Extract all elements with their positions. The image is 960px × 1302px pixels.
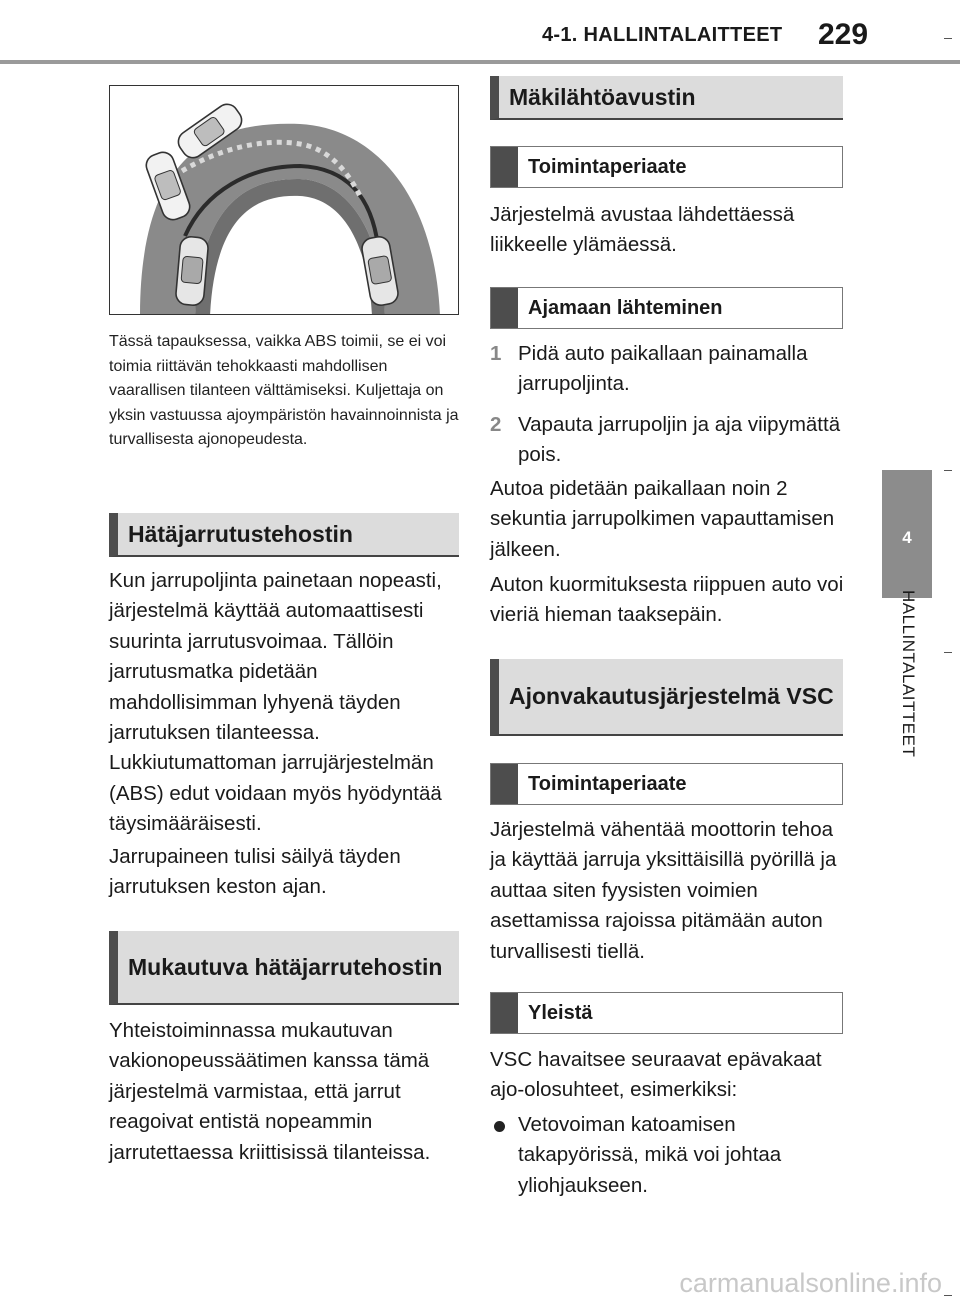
paragraph-vsc: Järjestelmä vähentää moottorin tehoa ja käyttää jarruja yksittäisillä pyörillä ja auttaa siten fyysisten voimien asettamissa rajoissa pitämään auton turvallisesti tiellä.	[490, 818, 837, 963]
step-item	[490, 339, 850, 401]
subheading-driving-off	[490, 287, 843, 329]
bullet-icon	[494, 1121, 505, 1132]
figure-caption: Tässä tapauksessa, vaikka ABS toimii, se ei voi toimia riittävän tehokkaasti mahdollisen vaarallisen tilanteen välttämiseksi. Kuljettaja on yksin vastuussa ajoympäristön havainnoinnista ja turvallisesta ajonopeudesta.	[109, 333, 459, 448]
paragraph-hill-start: Järjestelmä avustaa lähdettäessä liikkeelle ylämäessä.	[490, 203, 795, 257]
crop-mark	[944, 652, 952, 653]
curve-illustration	[109, 85, 459, 315]
section-title: 4-1. HALLINTALAITTEET	[542, 24, 783, 46]
paragraph-hold-duration: Autoa pidetään paikallaan noin 2 sekuntia jarrupolkimen vapauttamisen jälkeen.	[490, 477, 835, 561]
crop-mark	[944, 470, 952, 471]
heading-adaptive-brake-assist: Mukautuva hätäjarrutehostin	[109, 931, 459, 1005]
chapter-label-text: HALLINTALAITTEET	[899, 590, 918, 758]
subheading-general	[490, 992, 843, 1034]
subheading-text: Toimintaperiaate	[528, 155, 687, 178]
paragraph-roll-back: Auton kuormituksesta riippuen auto voi vieriä hieman taaksepäin.	[490, 573, 844, 627]
heading-hill-start-assist: Mäkilähtöavustin	[490, 76, 843, 120]
chapter-tab	[882, 470, 932, 598]
crop-mark	[944, 38, 952, 39]
paragraph-brake-pressure: Jarrupaineen tulisi säilyä täyden jarrutuksen keston ajan.	[109, 845, 401, 899]
page-number: 229	[818, 18, 869, 51]
subheading-principle-hill	[490, 146, 843, 188]
step-number: 2	[490, 413, 502, 436]
paragraph-brake-assist: Kun jarrupoljinta painetaan nopeasti, järjestelmä käyttää automaattisesti suurinta jarrutusvoimaa. Tällöin jarrutusmatka pidetään mahdollisimman lyhyenä täyden jarrutuksen tilanteessa. Lukkiutumattoman jarrujärjestelmän (ABS) edut voidaan myös hyödyntää täysimääräisesti.	[109, 569, 442, 836]
subheading-principle-vsc	[490, 763, 843, 805]
bullet-text: Vetovoiman katoamisen takapyörissä, mikä voi johtaa yliohjaukseen.	[518, 1113, 782, 1197]
footer	[0, 1268, 960, 1302]
subheading-marker	[491, 764, 518, 804]
header-rule	[0, 60, 960, 64]
step-text: Pidä auto paikallaan painamalla jarrupoljinta.	[518, 342, 808, 396]
paragraph-adaptive-brake-assist: Yhteistoiminnassa mukautuvan vakionopeussäätimen kanssa tämä järjestelmä varmistaa, että jarrut reagoivat entistä nopeammin jarrutettaessa kriittisissä tilanteissa.	[109, 1019, 431, 1164]
page-header	[0, 0, 960, 70]
subheading-text: Yleistä	[528, 1001, 593, 1024]
chapter-label	[888, 590, 928, 800]
bullet-item	[490, 1110, 850, 1202]
step-number: 1	[490, 342, 502, 365]
subheading-marker	[491, 147, 518, 187]
subheading-text: Toimintaperiaate	[528, 772, 687, 795]
subheading-marker	[491, 288, 518, 328]
step-item	[490, 410, 850, 472]
watermark: carmanualsonline.info	[679, 1268, 942, 1298]
subheading-marker	[491, 993, 518, 1033]
heading-brake-assist: Hätäjarrutustehostin	[109, 513, 459, 557]
subheading-text: Ajamaan lähteminen	[528, 296, 723, 319]
heading-vsc: Ajonvakautusjärjestelmä VSC	[490, 659, 843, 736]
paragraph-vsc-general: VSC havaitsee seuraavat epävakaat ajo-olosuhteet, esimerkiksi:	[490, 1048, 822, 1102]
step-text: Vapauta jarrupoljin ja aja viipymättä pois.	[518, 413, 841, 467]
chapter-number: 4	[902, 528, 912, 547]
